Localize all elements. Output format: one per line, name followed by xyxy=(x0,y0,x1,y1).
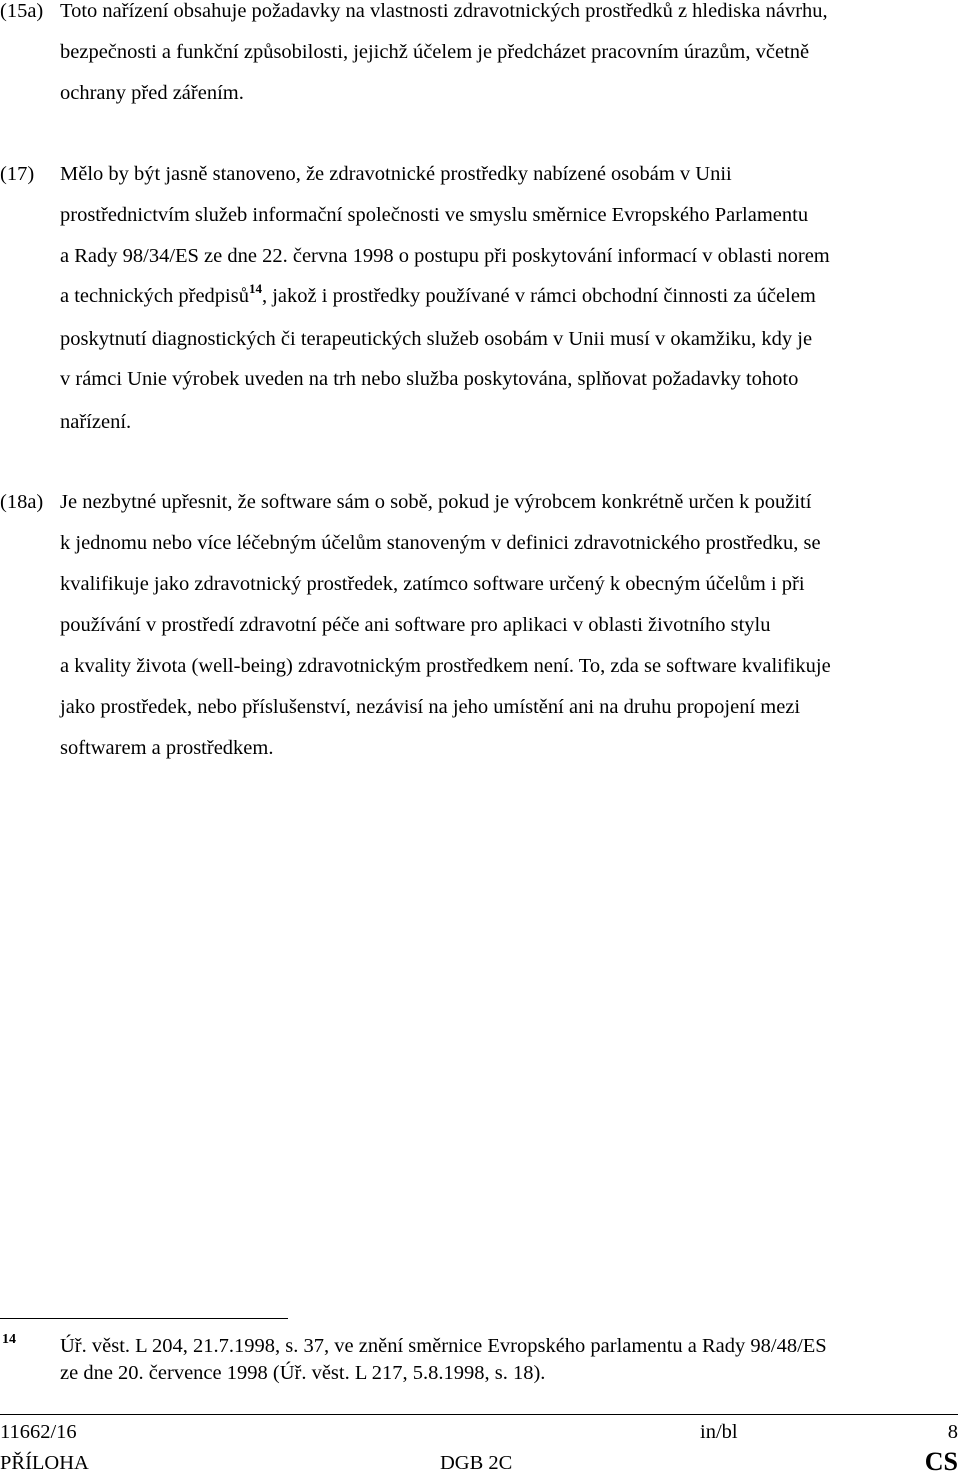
paragraph-number: (15a) xyxy=(0,0,44,22)
paragraph-line-start: a technických předpisů xyxy=(60,285,249,307)
paragraph-line: softwarem a prostředkem. xyxy=(60,737,274,759)
language-code: CS xyxy=(924,1447,958,1476)
paragraph-line: Je nezbytné upřesnit, že software sám o sobě, pokud je výrobcem konkrétně určen k použití xyxy=(60,491,812,513)
paragraph-line: Mělo by být jasně stanoveno, že zdravotnické prostředky nabízené osobám v Unii xyxy=(60,163,732,185)
footnote-reference[interactable]: 14 xyxy=(248,281,262,296)
paragraph-line: a kvality života (well-being) zdravotnickým prostředkem není. To, zda se software kvalifikuje xyxy=(60,655,831,677)
paragraph-line: Toto nařízení obsahuje požadavky na vlastnosti zdravotnických prostředků z hlediska návrhu, xyxy=(60,0,828,22)
page-number: 8 xyxy=(947,1421,958,1443)
paragraph-line: k jednomu nebo více léčebným účelům stanoveným v definici zdravotnického prostředku, se xyxy=(60,532,821,554)
paragraph-line: kvalifikuje jako zdravotnický prostředek, zatímco software určený k obecným účelům i při xyxy=(60,573,805,595)
paragraph-number: (18a) xyxy=(0,491,44,513)
paragraph-line: nařízení. xyxy=(60,411,132,433)
paragraph-line-end: , jakož i prostředky používané v rámci obchodní činnosti za účelem xyxy=(261,285,816,307)
annex-label: PŘÍLOHA xyxy=(0,1452,89,1474)
paragraph-line: ochrany před zářením. xyxy=(60,82,244,104)
directorate-code: DGB 2C xyxy=(440,1452,513,1474)
paragraph-line: v rámci Unie výrobek uveden na trh nebo služba poskytována, splňovat požadavky tohoto xyxy=(60,368,799,390)
paragraph-line: používání v prostředí zdravotní péče ani software pro aplikaci v oblasti životního stylu xyxy=(60,614,771,636)
footnote-line: Úř. věst. L 204, 21.7.1998, s. 37, ve znění směrnice Evropského parlamentu a Rady 98/48/ES xyxy=(60,1335,827,1357)
paragraph-number: (17) xyxy=(0,163,35,185)
author-initials: in/bl xyxy=(700,1421,738,1443)
footnote-marker: 14 xyxy=(2,1332,16,1347)
paragraph-line-with-footnote xyxy=(60,281,816,308)
paragraph-line: poskytnutí diagnostických či terapeutických služeb osobám v Unii musí v okamžiku, kdy je xyxy=(60,328,813,350)
document-number: 11662/16 xyxy=(0,1421,77,1443)
paragraph-line: a Rady 98/34/ES ze dne 22. června 1998 o postupu při poskytování informací v oblasti norem xyxy=(60,245,830,267)
footer-separator xyxy=(0,1414,958,1415)
paragraph-line: jako prostředek, nebo příslušenství, nezávisí na jeho umístění ani na druhu propojení mezi xyxy=(60,696,801,718)
footnote-separator xyxy=(0,1318,288,1319)
paragraph-line: prostřednictvím služeb informační společnosti ve smyslu směrnice Evropského Parlamentu xyxy=(60,204,809,226)
paragraph-line: bezpečnosti a funkční způsobilosti, jejichž účelem je předcházet pracovním úrazům, včetně xyxy=(60,41,810,63)
footnote-line: ze dne 20. července 1998 (Úř. věst. L 217, 5.8.1998, s. 18). xyxy=(60,1362,546,1384)
